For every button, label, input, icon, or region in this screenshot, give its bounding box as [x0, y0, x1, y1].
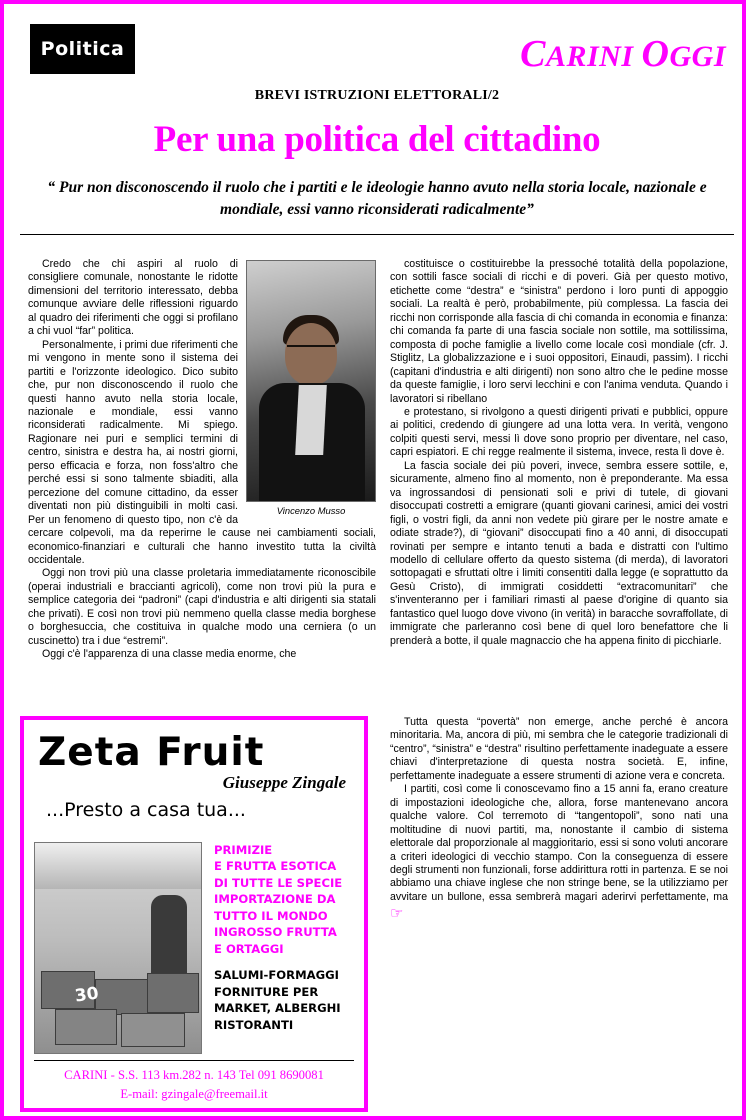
brand-word-oggi: GGI — [669, 40, 726, 73]
advertisement — [20, 716, 368, 1112]
paragraph: Oggi non trovi più una classe proletaria immediatamente riconoscibile (operai industriali e braccianti agricoli), come non trovi più la pura e semplice categoria dei “padroni” (capi d'industria e alti dirigenti sia statali che privati). E così non trovi più nemmeno quella classe media borghese o borghesuccia, che costituiva in qualche modo una cerniera (o un cuscinetto) tra i due “estremi”. — [28, 567, 376, 647]
list-item: SALUMI-FORMAGGI — [214, 968, 339, 983]
paragraph: Credo che chi aspiri al ruolo di consigliere comunale, nonostante le ridotte dimensioni del territorio interessato, debba comunque avviare delle riflessioni riguardo al quadro dei riferimenti che oggi si profilano a chi vuol “far” politica. — [28, 258, 238, 338]
photo-crate — [147, 973, 199, 1013]
portrait-photo — [246, 260, 376, 502]
brand-word-carini: ARINI — [545, 40, 642, 73]
article-photo-block — [246, 260, 376, 517]
paragraph: costituisce o costituirebbe la pressoché totalità della popolazione, con sottili fasce sociali di ricchi e di poveri. Già per questo motivo, etichette come “destra” e “sinistra” perdono i loro punti di appoggio sociali. La realtà è però, probabilmente, più complessa. La fascia dei ricchi non corrisponde alla fascia di chi comanda in economia e finanza: chi comanda fa parte di una fascia sociale non sottile, ma sottilissima, composta di poche famiglie a livello come locale così mondiale (cfr. J. Stiglitz, La globalizzazione e i suoi oppositori, Einaudi, passim). I ricchi (capitani d'industria e alti dirigenti) non sono altro che le pedine mosse da queste famiglie, i loro servi lecchini e con l'anima venduta. Quando i lavoratori si ribellano — [390, 258, 728, 405]
advert-owner: Giuseppe Zingale — [222, 773, 346, 792]
list-item: TUTTO IL MONDO — [214, 908, 328, 923]
advert-address: CARINI - S.S. 113 km.282 n. 143 Tel 091 8690081 — [64, 1068, 324, 1082]
list-item: DI TUTTE LE SPECIE — [214, 875, 343, 890]
article-standfirst: “ Pur non disconoscendo il ruolo che i partiti e le ideologie hanno avuto nella storia locale, nazionale e mondiale, essi vanno riconsiderati radicalmente” — [47, 179, 707, 219]
advert-email[interactable]: E-mail: gzingale@freemail.it — [120, 1086, 268, 1101]
glasses-icon — [287, 345, 335, 357]
pointing-hand-icon: ☞ — [390, 905, 404, 923]
brand-initial-o: O — [641, 33, 670, 75]
list-item: MARKET, ALBERGHI — [214, 1001, 341, 1016]
advert-item-list — [214, 842, 360, 1033]
photo-caption: Vincenzo Musso — [276, 505, 346, 516]
brand-initial-c: C — [520, 33, 546, 75]
page-inner — [10, 10, 744, 1118]
list-item: E FRUTTA ESOTICA — [214, 859, 337, 874]
advert-tagline: ...Presto a casa tua... — [46, 799, 246, 821]
divider-rule — [20, 234, 734, 235]
list-item: IMPORTAZIONE DA — [214, 892, 336, 907]
list-item: INGROSSO FRUTTA — [214, 925, 337, 940]
paragraph: Personalmente, i primi due riferimenti che mi vengono in mente sono il sistema dei partiti e l'orizzonte ideologico. Dico subito che, pur non disconoscendo il ruolo che questi hanno avuto nella storia locale, nazionale e mondiale, essi vanno riconsiderati radicalmente. Mi spiego. Ragionare nei puri e semplici termini di centro, sinistra e destra ha, ai nostri giorni, perso efficacia e forza, non foss'altro che perché essi si sono talmente sbiaditi, alla percezione del comune cittadino, da esser diventati non più distinguibili in molti casi. Per un fenomeno di questo tipo, non c'è da cercare colpevoli, ma da reperirne le cause nei cambiamenti sociali, economico-finanziari e culturali che hanno investito tutta la civiltà occidentale. — [28, 338, 376, 566]
photo-price-tag: 30 — [73, 983, 100, 1007]
advert-divider — [34, 1060, 354, 1061]
advertisement-inner — [28, 724, 360, 1104]
photo-shirt — [295, 385, 327, 455]
advert-contact — [28, 1066, 360, 1104]
paragraph: Tutta questa “povertà” non emerge, anche perché è ancora minoritaria. Ma, ancora di più, mi sembra che le categorie tradizionali di “centro”, “sinistra” e “destra” risultino perfettamente inadeguate a essere chiavi d'interpretazione di questa nostra società. E, infine, perfettamente inadeguate a essere strumenti di azione vera e concreta. — [390, 716, 728, 782]
photo-crate — [55, 1009, 117, 1045]
column-right-lower — [390, 716, 728, 923]
list-item: RISTORANTI — [214, 1017, 294, 1032]
column-right-upper — [390, 258, 728, 648]
list-item: E ORTAGGI — [214, 941, 284, 956]
paragraph: La fascia sociale dei più poveri, invece, sembra essere sottile, e, sicuramente, almeno fino al momento, non è preponderante. Ma essa va ingrossandosi di pensionati soli e privi di tutele, di giovani disoccupati costretti a emigrare (quanti giovani carinesi, amici dei vostri figli, o vostri figli, da anni non vedete più girare per le nostre amate e odiate strade?), di “giovani” disoccupati fino a 40 anni, di disoccupati rovinati per sempre e intanto tenuti a bada e distratti con l'ultimo modello di cellulare offerto da questo sistema (di merda), di lavoratori sottopagati e sfruttati oltre i limiti consentiti dalla legge (e soprattutto da Gesù Cristo), di immigrati cosiddetti “extracomunitari” che s'inventeranno per i familiari rimasti al paese d'origine di quanto sia fantastico quel luogo dove vivono (in verità) in baracche sovraffollate, di immigrate che parleranno così bene di quel loro benefattore che li prenderà a botte, il quale magnaccio che ha appena finito di picchiarle. — [390, 459, 728, 647]
advert-photo — [34, 842, 202, 1054]
paragraph: e protestano, si rivolgono a questi dirigenti privati e pubblici, oppure ai politici, credendo di giungere ad una lotta vera. In verità, vengono colpiti questi servi, messi lì dove sono proprio per diventare, nel caso, capri espiatori. E chi regge realmente il sistema, invece, resta lì dove è. — [390, 405, 728, 459]
advert-title: Zeta Fruit — [38, 730, 265, 775]
article-kicker: BREVI ISTRUZIONI ELETTORALI/2 — [254, 88, 500, 103]
photo-person — [151, 895, 187, 981]
section-label: Politica — [30, 24, 135, 74]
photo-awning — [35, 843, 202, 889]
column-left — [28, 258, 376, 662]
paragraph: I partiti, così come li conoscevamo fino a 15 anni fa, erano creature di impostazioni ideologiche che, allora, forse mantenevano ancora qualche valore. Col terremoto di “tangentopoli”, sono nati una moltitudine di nuovi partiti, ma, nonostante il cambio di sistema elettorale dal proporzionale al maggioritario, essi si sono voluti ancorare a criteri ideologici di vecchio stampo. Con la conseguenza di essere degli strumenti non funzionali, forse addirittura rotti in partenza. E se noi abbiamo una chiave inglese che non stringe bene, se la utilizziamo per avvitare un bullone, essa sembrerà magari aderirvi perfettamente, ma ☞ — [390, 783, 728, 923]
list-item: FORNITURE PER — [214, 984, 319, 999]
paragraph: Oggi c'è l'apparenza di una classe media enorme, che — [42, 648, 297, 661]
photo-crate — [121, 1013, 185, 1047]
page-title: Per una politica del cittadino — [153, 119, 601, 160]
masthead — [10, 10, 744, 76]
list-item: PRIMIZIE — [214, 843, 273, 857]
publication-title — [520, 32, 726, 76]
